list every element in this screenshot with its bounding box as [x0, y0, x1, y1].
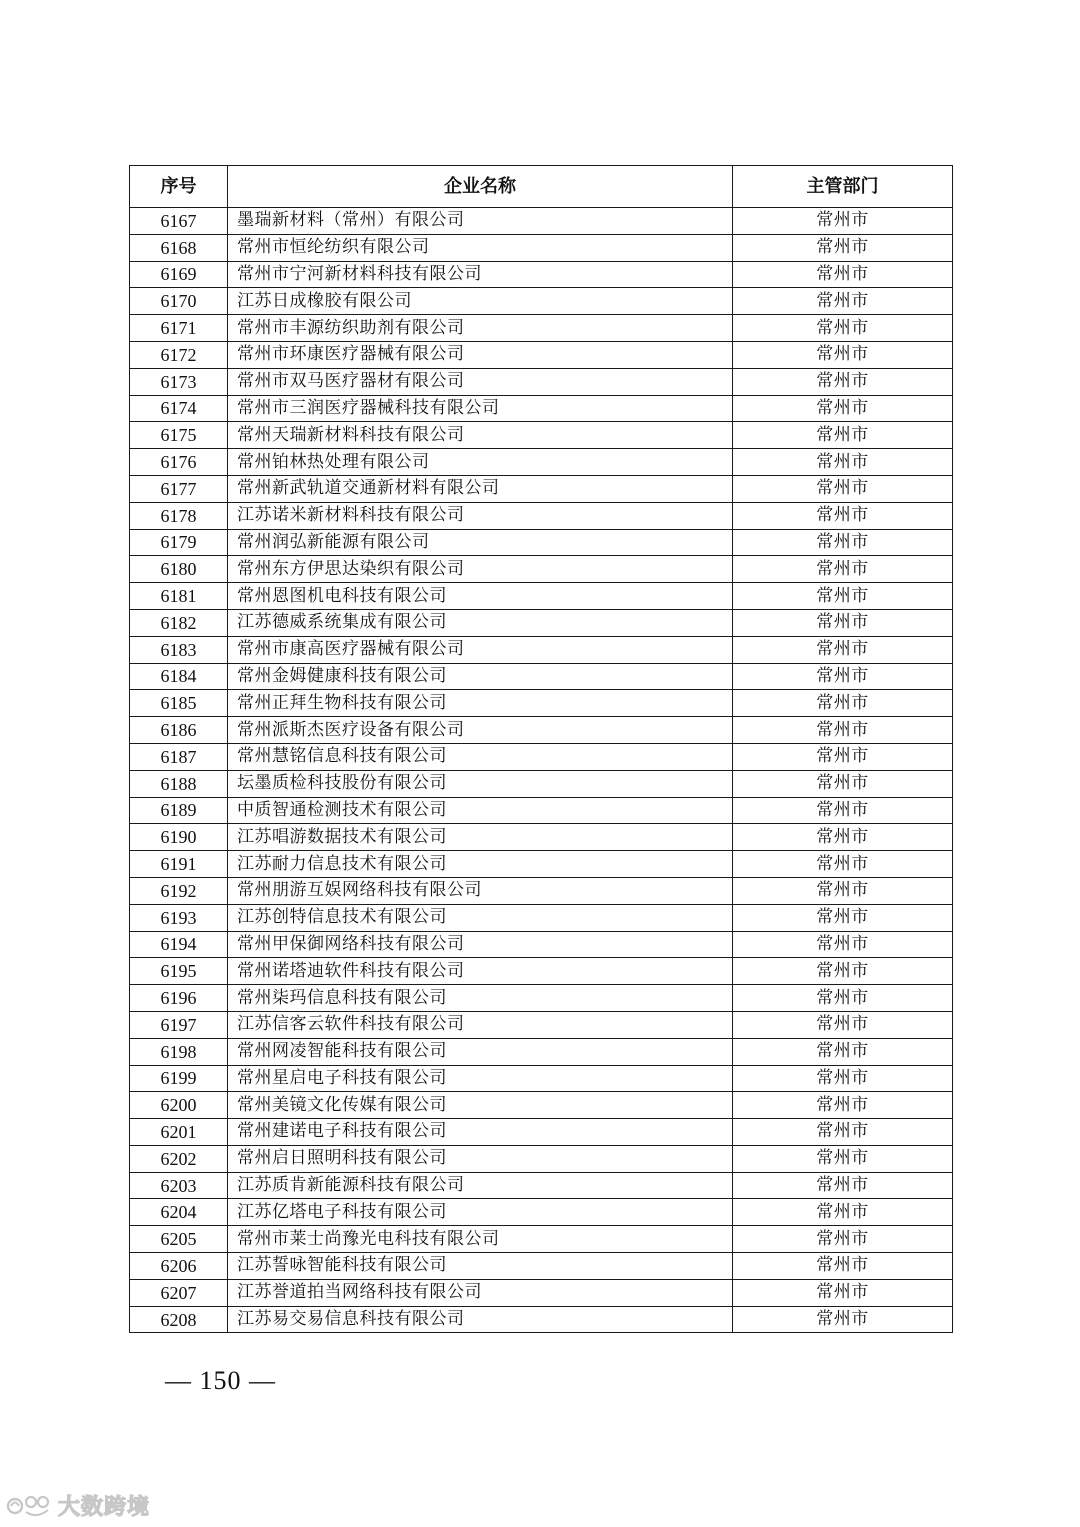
- department-name: 常州市: [733, 449, 953, 476]
- department-name: 常州市: [733, 1065, 953, 1092]
- row-number: 6192: [130, 877, 228, 904]
- department-name: 常州市: [733, 770, 953, 797]
- row-number: 6188: [130, 770, 228, 797]
- department-name: 常州市: [733, 583, 953, 610]
- company-name: 常州东方伊思达染织有限公司: [228, 556, 733, 583]
- row-number: 6169: [130, 261, 228, 288]
- table-row: [130, 877, 953, 904]
- company-name: 常州铂林热处理有限公司: [228, 449, 733, 476]
- row-number: 6185: [130, 690, 228, 717]
- table-row: [130, 1253, 953, 1280]
- table-row: [130, 261, 953, 288]
- table-row: [130, 1306, 953, 1333]
- company-name: 江苏耐力信息技术有限公司: [228, 851, 733, 878]
- table-row: [130, 449, 953, 476]
- row-number: 6201: [130, 1119, 228, 1146]
- table-row: [130, 475, 953, 502]
- table-row: [130, 208, 953, 235]
- department-name: 常州市: [733, 529, 953, 556]
- department-name: 常州市: [733, 288, 953, 315]
- row-number: 6178: [130, 502, 228, 529]
- table-row: [130, 1172, 953, 1199]
- company-name: 江苏唱游数据技术有限公司: [228, 824, 733, 851]
- company-name: 常州市丰源纺织助剂有限公司: [228, 315, 733, 342]
- company-name: 常州恩图机电科技有限公司: [228, 583, 733, 610]
- department-name: 常州市: [733, 1279, 953, 1306]
- company-name: 常州朋游互娱网络科技有限公司: [228, 877, 733, 904]
- department-name: 常州市: [733, 958, 953, 985]
- company-name: 常州柒玛信息科技有限公司: [228, 985, 733, 1012]
- department-name: 常州市: [733, 609, 953, 636]
- company-name: 常州市莱士尚豫光电科技有限公司: [228, 1226, 733, 1253]
- department-name: 常州市: [733, 234, 953, 261]
- row-number: 6190: [130, 824, 228, 851]
- row-number: 6191: [130, 851, 228, 878]
- row-number: 6187: [130, 743, 228, 770]
- row-number: 6171: [130, 315, 228, 342]
- row-number: 6193: [130, 904, 228, 931]
- department-name: 常州市: [733, 636, 953, 663]
- department-name: 常州市: [733, 261, 953, 288]
- table-row: [130, 904, 953, 931]
- table-row: [130, 234, 953, 261]
- header-department: 主管部门: [733, 166, 953, 208]
- company-name: 江苏誉道拍当网络科技有限公司: [228, 1279, 733, 1306]
- company-name: 江苏亿塔电子科技有限公司: [228, 1199, 733, 1226]
- company-name: 常州派斯杰医疗设备有限公司: [228, 717, 733, 744]
- department-name: 常州市: [733, 422, 953, 449]
- row-number: 6198: [130, 1038, 228, 1065]
- table-row: [130, 583, 953, 610]
- company-name: 坛墨质检科技股份有限公司: [228, 770, 733, 797]
- company-name: 常州星启电子科技有限公司: [228, 1065, 733, 1092]
- row-number: 6207: [130, 1279, 228, 1306]
- table-header: [130, 166, 953, 208]
- department-name: 常州市: [733, 1011, 953, 1038]
- table-row: [130, 502, 953, 529]
- company-name: 常州市宁河新材料科技有限公司: [228, 261, 733, 288]
- department-name: 常州市: [733, 904, 953, 931]
- table-row: [130, 636, 953, 663]
- company-name: 江苏易交易信息科技有限公司: [228, 1306, 733, 1333]
- department-name: 常州市: [733, 824, 953, 851]
- company-name: 常州金姆健康科技有限公司: [228, 663, 733, 690]
- table-row: [130, 958, 953, 985]
- table-row: [130, 1199, 953, 1226]
- company-name: 常州美镜文化传媒有限公司: [228, 1092, 733, 1119]
- row-number: 6183: [130, 636, 228, 663]
- company-name: 常州慧铭信息科技有限公司: [228, 743, 733, 770]
- company-name: 常州市环康医疗器械有限公司: [228, 341, 733, 368]
- row-number: 6199: [130, 1065, 228, 1092]
- table-row: [130, 1226, 953, 1253]
- table-row: [130, 529, 953, 556]
- company-name: 常州润弘新能源有限公司: [228, 529, 733, 556]
- table-row: [130, 556, 953, 583]
- company-name: 常州市恒纶纺织有限公司: [228, 234, 733, 261]
- row-number: 6182: [130, 609, 228, 636]
- company-name: 常州正拜生物科技有限公司: [228, 690, 733, 717]
- page-number: — 150 —: [165, 1366, 276, 1395]
- table-row: [130, 1038, 953, 1065]
- row-number: 6204: [130, 1199, 228, 1226]
- table-row: [130, 770, 953, 797]
- table-row: [130, 341, 953, 368]
- department-name: 常州市: [733, 931, 953, 958]
- row-number: 6194: [130, 931, 228, 958]
- row-number: 6170: [130, 288, 228, 315]
- table-row: [130, 743, 953, 770]
- header-company: 企业名称: [228, 166, 733, 208]
- row-number: 6184: [130, 663, 228, 690]
- department-name: 常州市: [733, 1119, 953, 1146]
- company-table: [129, 165, 953, 1333]
- department-name: 常州市: [733, 1092, 953, 1119]
- header-row: [130, 166, 953, 208]
- header-number: 序号: [130, 166, 228, 208]
- department-name: 常州市: [733, 208, 953, 235]
- table-row: [130, 717, 953, 744]
- row-number: 6208: [130, 1306, 228, 1333]
- row-number: 6203: [130, 1172, 228, 1199]
- row-number: 6186: [130, 717, 228, 744]
- row-number: 6167: [130, 208, 228, 235]
- department-name: 常州市: [733, 690, 953, 717]
- table-row: [130, 1119, 953, 1146]
- watermark: [6, 1490, 150, 1521]
- table-row: [130, 690, 953, 717]
- table-row: [130, 395, 953, 422]
- department-name: 常州市: [733, 368, 953, 395]
- row-number: 6177: [130, 475, 228, 502]
- department-name: 常州市: [733, 743, 953, 770]
- department-name: 常州市: [733, 1253, 953, 1280]
- table-body: [130, 208, 953, 1333]
- row-number: 6202: [130, 1145, 228, 1172]
- department-name: 常州市: [733, 1306, 953, 1333]
- department-name: 常州市: [733, 1145, 953, 1172]
- table-row: [130, 797, 953, 824]
- company-name: 常州天瑞新材料科技有限公司: [228, 422, 733, 449]
- row-number: 6205: [130, 1226, 228, 1253]
- row-number: 6168: [130, 234, 228, 261]
- company-name: 江苏创特信息技术有限公司: [228, 904, 733, 931]
- company-name: 江苏信客云软件科技有限公司: [228, 1011, 733, 1038]
- table-row: [130, 315, 953, 342]
- company-name: 常州市康高医疗器械有限公司: [228, 636, 733, 663]
- row-number: 6189: [130, 797, 228, 824]
- watermark-text: 大数跨境: [58, 1495, 151, 1520]
- row-number: 6173: [130, 368, 228, 395]
- department-name: 常州市: [733, 341, 953, 368]
- table-row: [130, 663, 953, 690]
- company-name: 常州建诺电子科技有限公司: [228, 1119, 733, 1146]
- department-name: 常州市: [733, 797, 953, 824]
- row-number: 6181: [130, 583, 228, 610]
- table-row: [130, 985, 953, 1012]
- row-number: 6206: [130, 1253, 228, 1280]
- company-name: 常州诺塔迪软件科技有限公司: [228, 958, 733, 985]
- row-number: 6195: [130, 958, 228, 985]
- department-name: 常州市: [733, 663, 953, 690]
- table-row: [130, 1065, 953, 1092]
- department-name: 常州市: [733, 1172, 953, 1199]
- company-name: 常州网凌智能科技有限公司: [228, 1038, 733, 1065]
- row-number: 6197: [130, 1011, 228, 1038]
- department-name: 常州市: [733, 1199, 953, 1226]
- department-name: 常州市: [733, 315, 953, 342]
- department-name: 常州市: [733, 985, 953, 1012]
- department-name: 常州市: [733, 877, 953, 904]
- department-name: 常州市: [733, 851, 953, 878]
- table-row: [130, 368, 953, 395]
- row-number: 6172: [130, 341, 228, 368]
- row-number: 6174: [130, 395, 228, 422]
- row-number: 6180: [130, 556, 228, 583]
- company-name: 常州市三润医疗器械科技有限公司: [228, 395, 733, 422]
- company-name: 常州甲保御网络科技有限公司: [228, 931, 733, 958]
- table-row: [130, 931, 953, 958]
- row-number: 6200: [130, 1092, 228, 1119]
- table-row: [130, 609, 953, 636]
- company-name: 江苏德威系统集成有限公司: [228, 609, 733, 636]
- company-name: 墨瑞新材料（常州）有限公司: [228, 208, 733, 235]
- table-row: [130, 1279, 953, 1306]
- company-name: 中质智通检测技术有限公司: [228, 797, 733, 824]
- department-name: 常州市: [733, 556, 953, 583]
- row-number: 6179: [130, 529, 228, 556]
- company-name: 江苏质肯新能源科技有限公司: [228, 1172, 733, 1199]
- department-name: 常州市: [733, 502, 953, 529]
- table-row: [130, 422, 953, 449]
- brand-logo-icon: [6, 1493, 52, 1519]
- company-name: 江苏誓咏智能科技有限公司: [228, 1253, 733, 1280]
- company-name: 常州市双马医疗器材有限公司: [228, 368, 733, 395]
- row-number: 6196: [130, 985, 228, 1012]
- department-name: 常州市: [733, 717, 953, 744]
- table-row: [130, 1011, 953, 1038]
- department-name: 常州市: [733, 395, 953, 422]
- table-row: [130, 1092, 953, 1119]
- row-number: 6176: [130, 449, 228, 476]
- table-row: [130, 288, 953, 315]
- table-row: [130, 1145, 953, 1172]
- department-name: 常州市: [733, 475, 953, 502]
- department-name: 常州市: [733, 1226, 953, 1253]
- department-name: 常州市: [733, 1038, 953, 1065]
- company-name: 江苏日成橡胶有限公司: [228, 288, 733, 315]
- company-name: 常州启日照明科技有限公司: [228, 1145, 733, 1172]
- row-number: 6175: [130, 422, 228, 449]
- table-row: [130, 824, 953, 851]
- table-row: [130, 851, 953, 878]
- company-name: 江苏诺米新材料科技有限公司: [228, 502, 733, 529]
- company-name: 常州新武轨道交通新材料有限公司: [228, 475, 733, 502]
